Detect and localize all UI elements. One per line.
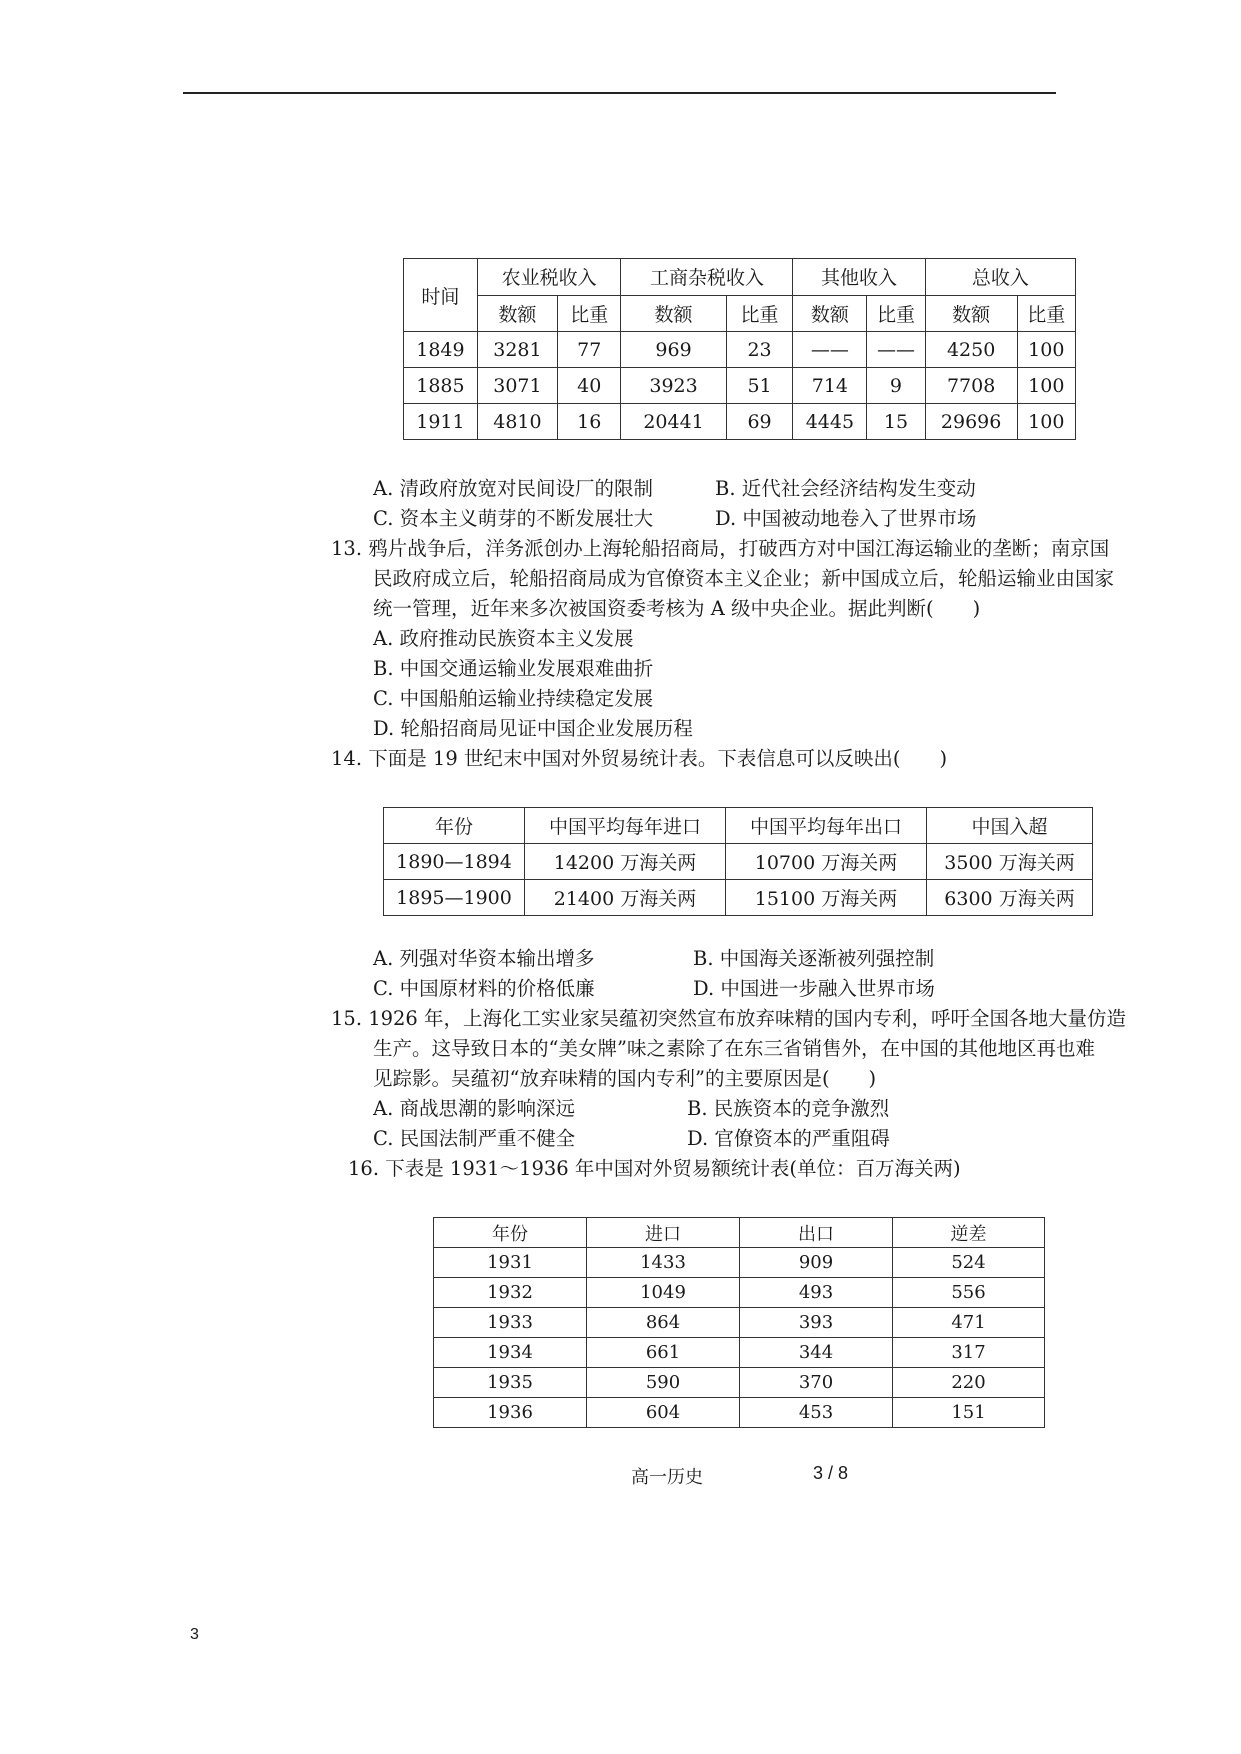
table-row xyxy=(404,332,1076,368)
table-cell: 40 xyxy=(558,368,621,404)
header-cell: 中国平均每年出口 xyxy=(726,808,927,844)
table-header-row xyxy=(434,1218,1045,1248)
table-row xyxy=(404,368,1076,404)
table-subheader-row xyxy=(404,295,1076,332)
subheader-cell: 比重 xyxy=(726,295,793,332)
header-cell: 中国平均每年进口 xyxy=(525,808,726,844)
table-cell: 317 xyxy=(893,1338,1045,1368)
table-cell: 590 xyxy=(587,1368,740,1398)
header-cell: 年份 xyxy=(434,1218,587,1248)
table-cell: 21400 万海关两 xyxy=(525,880,726,916)
option-a: A. 列强对华资本输出增多 xyxy=(373,947,595,970)
table-cell: 1935 xyxy=(434,1368,587,1398)
table-cell: 7708 xyxy=(925,368,1017,404)
table-cell: 3923 xyxy=(621,368,726,404)
question-13-stem: 13. 鸦片战争后，洋务派创办上海轮船招商局，打破西方对中国江海运输业的垄断；南京国 xyxy=(331,537,1110,560)
table-cell: 1049 xyxy=(587,1278,740,1308)
table-cell: 4810 xyxy=(477,404,557,440)
header-cell: 逆差 xyxy=(893,1218,1045,1248)
option-a: A. 清政府放宽对民间设厂的限制 xyxy=(373,477,653,500)
table-cell: 16 xyxy=(558,404,621,440)
table-cell: 1885 xyxy=(404,368,478,404)
option-b: B. 中国海关逐渐被列强控制 xyxy=(693,947,935,970)
table-cell: 1433 xyxy=(587,1248,740,1278)
table-cell: 4250 xyxy=(925,332,1017,368)
question-14-stem: 14. 下面是 19 世纪末中国对外贸易统计表。下表信息可以反映出( ) xyxy=(331,747,948,770)
table-cell: 220 xyxy=(893,1368,1045,1398)
option-c: C. 民国法制严重不健全 xyxy=(373,1127,576,1150)
table-header-row xyxy=(404,259,1076,296)
table-cell: 393 xyxy=(740,1308,893,1338)
table-cell: 100 xyxy=(1017,404,1075,440)
table-cell: 69 xyxy=(726,404,793,440)
question-15-stem: 15. 1926 年，上海化工实业家吴蕴初突然宣布放弃味精的国内专利，呼吁全国各地大量仿造 xyxy=(331,1007,1127,1030)
table-cell: 524 xyxy=(893,1248,1045,1278)
table-cell: 77 xyxy=(558,332,621,368)
table-cell: 1849 xyxy=(404,332,478,368)
table-row xyxy=(434,1338,1045,1368)
table-cell: 23 xyxy=(726,332,793,368)
table-cell: 1890—1894 xyxy=(384,844,525,880)
page-number: 3 xyxy=(190,1626,199,1643)
table-cell: 100 xyxy=(1017,368,1075,404)
table-row xyxy=(434,1398,1045,1428)
table-cell: 4445 xyxy=(793,404,867,440)
table-cell: 6300 万海关两 xyxy=(927,880,1093,916)
question-15-stem: 见踪影。吴蕴初“放弃味精的国内专利”的主要原因是( ) xyxy=(373,1067,877,1090)
option-d: D. 中国进一步融入世界市场 xyxy=(693,977,935,1000)
header-cell: 出口 xyxy=(740,1218,893,1248)
footer-page: 3 / 8 xyxy=(813,1463,849,1483)
table-cell: 100 xyxy=(1017,332,1075,368)
subheader-cell: 比重 xyxy=(558,295,621,332)
subheader-cell: 数额 xyxy=(621,295,726,332)
trade-table-1930s xyxy=(433,1217,1045,1428)
table-cell: 471 xyxy=(893,1308,1045,1338)
header-cell: 其他收入 xyxy=(793,259,925,296)
table-cell: 493 xyxy=(740,1278,893,1308)
header-cell: 进口 xyxy=(587,1218,740,1248)
table-cell: 714 xyxy=(793,368,867,404)
table-header-row xyxy=(384,808,1093,844)
table-cell: 151 xyxy=(893,1398,1045,1428)
table-cell: 1933 xyxy=(434,1308,587,1338)
table-cell: 3071 xyxy=(477,368,557,404)
table-cell: 20441 xyxy=(621,404,726,440)
table-cell: 864 xyxy=(587,1308,740,1338)
table-cell: 51 xyxy=(726,368,793,404)
table-cell: 15100 万海关两 xyxy=(726,880,927,916)
subheader-cell: 比重 xyxy=(1017,295,1075,332)
option-c: C. 中国船舶运输业持续稳定发展 xyxy=(373,687,654,710)
table-row xyxy=(404,404,1076,440)
table-row xyxy=(384,880,1093,916)
header-cell: 时间 xyxy=(404,259,478,332)
option-c: C. 中国原材料的价格低廉 xyxy=(373,977,595,1000)
option-b: B. 中国交通运输业发展艰难曲折 xyxy=(373,657,654,680)
table-cell: 1895—1900 xyxy=(384,880,525,916)
table-cell: 1936 xyxy=(434,1398,587,1428)
header-cell: 总收入 xyxy=(925,259,1075,296)
header-cell: 中国入超 xyxy=(927,808,1093,844)
option-b: B. 民族资本的竞争激烈 xyxy=(687,1097,890,1120)
option-c: C. 资本主义萌芽的不断发展壮大 xyxy=(373,507,654,530)
option-a: A. 商战思潮的影响深远 xyxy=(373,1097,575,1120)
table-cell: 909 xyxy=(740,1248,893,1278)
subheader-cell: 数额 xyxy=(477,295,557,332)
table-cell: 1931 xyxy=(434,1248,587,1278)
question-15-stem: 生产。这导致日本的“美女牌”味之素除了在东三省销售外，在中国的其他地区再也难 xyxy=(373,1037,1095,1060)
table-cell: 661 xyxy=(587,1338,740,1368)
table-cell: 370 xyxy=(740,1368,893,1398)
question-16-stem: 16. 下表是 1931～1936 年中国对外贸易额统计表(单位：百万海关两) xyxy=(348,1157,961,1180)
table-row xyxy=(434,1278,1045,1308)
table-cell: 344 xyxy=(740,1338,893,1368)
footer-subject: 高一历史 xyxy=(631,1467,703,1488)
table-row xyxy=(384,844,1093,880)
option-d: D. 中国被动地卷入了世界市场 xyxy=(715,507,977,530)
table-cell: —— xyxy=(793,332,867,368)
question-13-stem: 统一管理，近年来多次被国资委考核为 A 级中央企业。据此判断( ) xyxy=(373,597,981,620)
header-cell: 工商杂税收入 xyxy=(621,259,793,296)
table-cell: 10700 万海关两 xyxy=(726,844,927,880)
table-cell: 969 xyxy=(621,332,726,368)
subheader-cell: 数额 xyxy=(925,295,1017,332)
subheader-cell: 比重 xyxy=(867,295,925,332)
table-cell: 1911 xyxy=(404,404,478,440)
table-cell: 453 xyxy=(740,1398,893,1428)
table-cell: —— xyxy=(867,332,925,368)
table-cell: 1932 xyxy=(434,1278,587,1308)
table-cell: 29696 xyxy=(925,404,1017,440)
table-cell: 9 xyxy=(867,368,925,404)
table-cell: 1934 xyxy=(434,1338,587,1368)
table-cell: 556 xyxy=(893,1278,1045,1308)
table-cell: 604 xyxy=(587,1398,740,1428)
option-d: D. 官僚资本的严重阻碍 xyxy=(687,1127,890,1150)
table-row xyxy=(434,1248,1045,1278)
subheader-cell: 数额 xyxy=(793,295,867,332)
table-cell: 3281 xyxy=(477,332,557,368)
trade-table-1890s xyxy=(383,807,1093,916)
header-rule xyxy=(183,92,1056,94)
option-d: D. 轮船招商局见证中国企业发展历程 xyxy=(373,717,693,740)
header-cell: 农业税收入 xyxy=(477,259,621,296)
header-cell: 年份 xyxy=(384,808,525,844)
revenue-table xyxy=(403,258,1076,440)
table-row xyxy=(434,1368,1045,1398)
question-13-stem: 民政府成立后，轮船招商局成为官僚资本主义企业；新中国成立后，轮船运输业由国家 xyxy=(373,567,1115,590)
option-a: A. 政府推动民族资本主义发展 xyxy=(373,627,634,650)
option-b: B. 近代社会经济结构发生变动 xyxy=(715,477,976,500)
table-cell: 14200 万海关两 xyxy=(525,844,726,880)
table-row xyxy=(434,1308,1045,1338)
table-cell: 15 xyxy=(867,404,925,440)
table-cell: 3500 万海关两 xyxy=(927,844,1093,880)
